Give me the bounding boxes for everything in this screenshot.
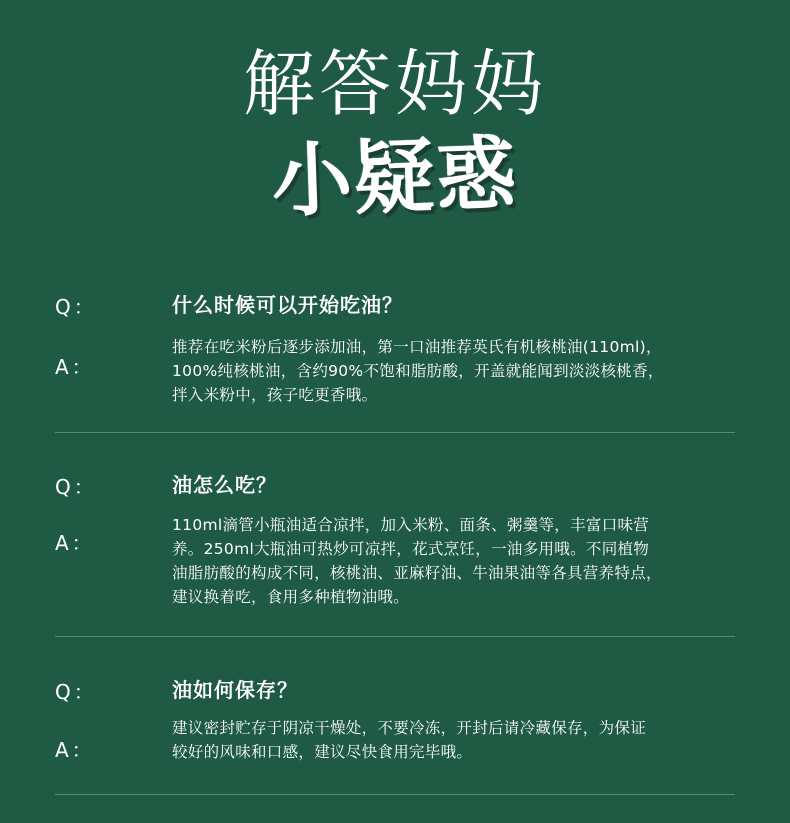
answer-line: 较好的风味和口感，建议尽快食用完毕哦。 (172, 743, 473, 761)
page-subtitle: 小疑惑 (270, 126, 520, 229)
page-title: 解答妈妈 (242, 42, 547, 126)
answer-marker: A： (55, 738, 95, 762)
answer-line: 油脂肪酸的构成不同，核桃油、亚麻籽油、牛油果油等各具营养特点， (172, 564, 662, 582)
answer-line: 养。250ml大瓶油可热炒可凉拌，花式烹饪，一油多用哦。不同植物 (172, 540, 650, 558)
answer-line: 建议换着吃，食用多种植物油哦。 (172, 588, 410, 606)
answer-marker: A： (55, 355, 95, 379)
answer-marker: A： (55, 531, 95, 555)
question-marker: Q： (55, 680, 97, 704)
answer-line: 100%纯核桃油，含约90%不饱和脂肪酸，开盖就能闻到淡淡核桃香， (172, 362, 664, 380)
answer-text (172, 335, 742, 407)
question-text: 油怎么吃？ (172, 473, 277, 497)
answer-line: 推荐在吃米粉后逐步添加油，第一口油推荐英氏有机核桃油(110ml)， (172, 338, 662, 356)
divider (55, 794, 735, 795)
answer-text (172, 716, 742, 764)
answer-line: 建议密封贮存于阴凉干燥处，不要冷冻，开封后请冷藏保存，为保证 (172, 719, 647, 737)
answer-line: 110ml滴管小瓶油适合凉拌，加入米粉、面条、粥羹等，丰富口味营 (172, 516, 650, 534)
divider (55, 636, 735, 637)
question-text: 什么时候可以开始吃油？ (172, 293, 403, 317)
answer-text (172, 513, 742, 609)
question-text: 油如何保存？ (172, 678, 298, 702)
answer-line: 拌入米粉中，孩子吃更香哦。 (172, 386, 378, 404)
divider (55, 432, 735, 433)
question-marker: Q： (55, 295, 97, 319)
question-marker: Q： (55, 475, 97, 499)
